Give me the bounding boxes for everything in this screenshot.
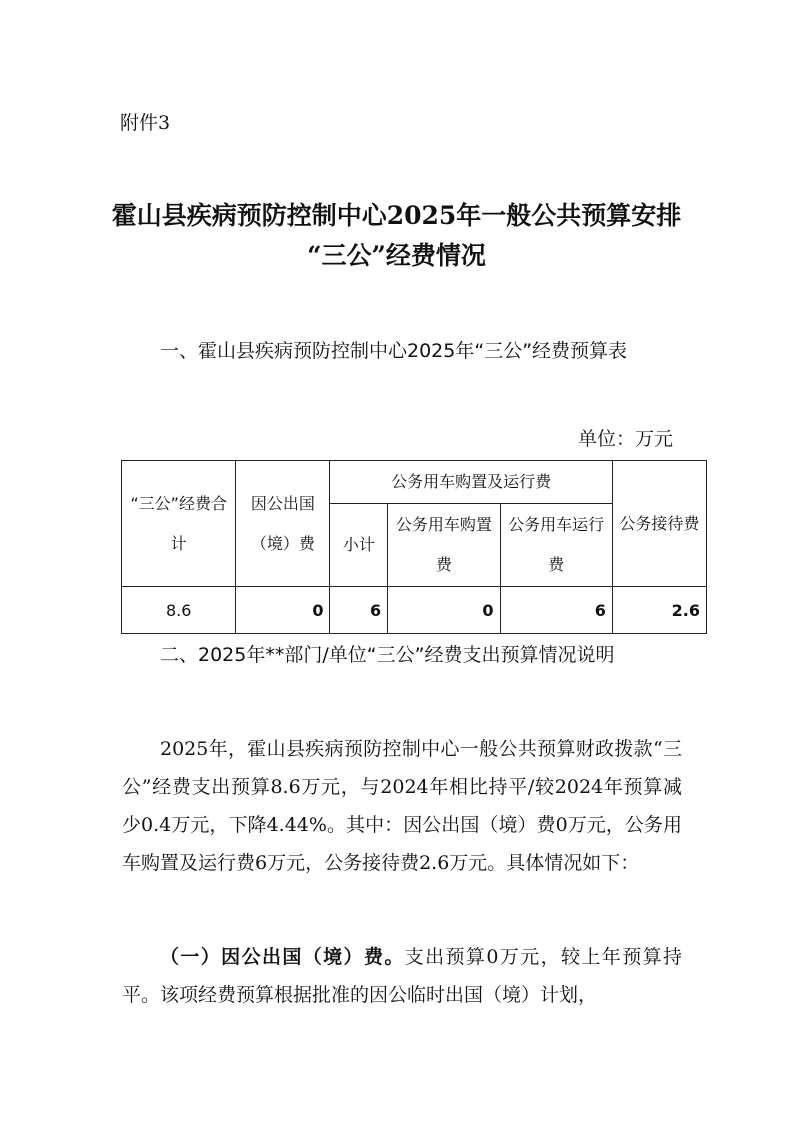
header-vehicle-operation: 公务用车运行费 xyxy=(500,504,612,587)
item1-lead: （一）因公出国（境）费。 xyxy=(160,946,405,968)
attachment-label: 附件3 xyxy=(120,112,171,134)
section2-paragraph1: 2025年，霍山县疾病预防控制中心一般公共预算财政拨款“三公”经费支出预算8.6万元，与2024年相比持平/较2024年预算减少0.4万元，下降4.44%。其中：因公出国（境）费0万元，公务用车购置及运行费6万元，公务接待费2.6万元。具体情况如下： xyxy=(122,738,682,874)
header-subtotal: 小计 xyxy=(330,504,388,587)
cell-abroad: 0 xyxy=(236,587,330,634)
cell-total: 8.6 xyxy=(122,587,236,634)
cell-subtotal: 6 xyxy=(330,587,388,634)
header-total: “三公”经费合计 xyxy=(122,461,236,587)
header-vehicle-purchase: 公务用车购置费 xyxy=(388,504,500,587)
three-public-budget-table xyxy=(121,460,707,634)
header-reception: 公务接待费 xyxy=(612,461,706,587)
cell-vehicle-purchase: 0 xyxy=(388,587,500,634)
cell-reception: 2.6 xyxy=(612,587,706,634)
section2-heading: 二、2025年**部门/单位“三公”经费支出预算情况说明 xyxy=(160,644,615,666)
unit-label: 单位：万元 xyxy=(577,428,673,450)
document-title-line2: “三公”经费情况 xyxy=(307,241,486,270)
cell-vehicle-operation: 6 xyxy=(500,587,612,634)
section2-item1 xyxy=(122,938,682,1014)
header-abroad: 因公出国（境）费 xyxy=(236,461,330,587)
item1-text: 支出预算0万元，较上年预算持平。该项经费预算根据批准的因公临时出国（境）计划， xyxy=(122,946,682,1006)
document-title-line1: 霍山县疾病预防控制中心2025年一般公共预算安排 xyxy=(111,201,682,230)
section1-heading: 一、霍山县疾病预防控制中心2025年“三公”经费预算表 xyxy=(160,340,628,362)
header-vehicle-group: 公务用车购置及运行费 xyxy=(330,461,612,504)
